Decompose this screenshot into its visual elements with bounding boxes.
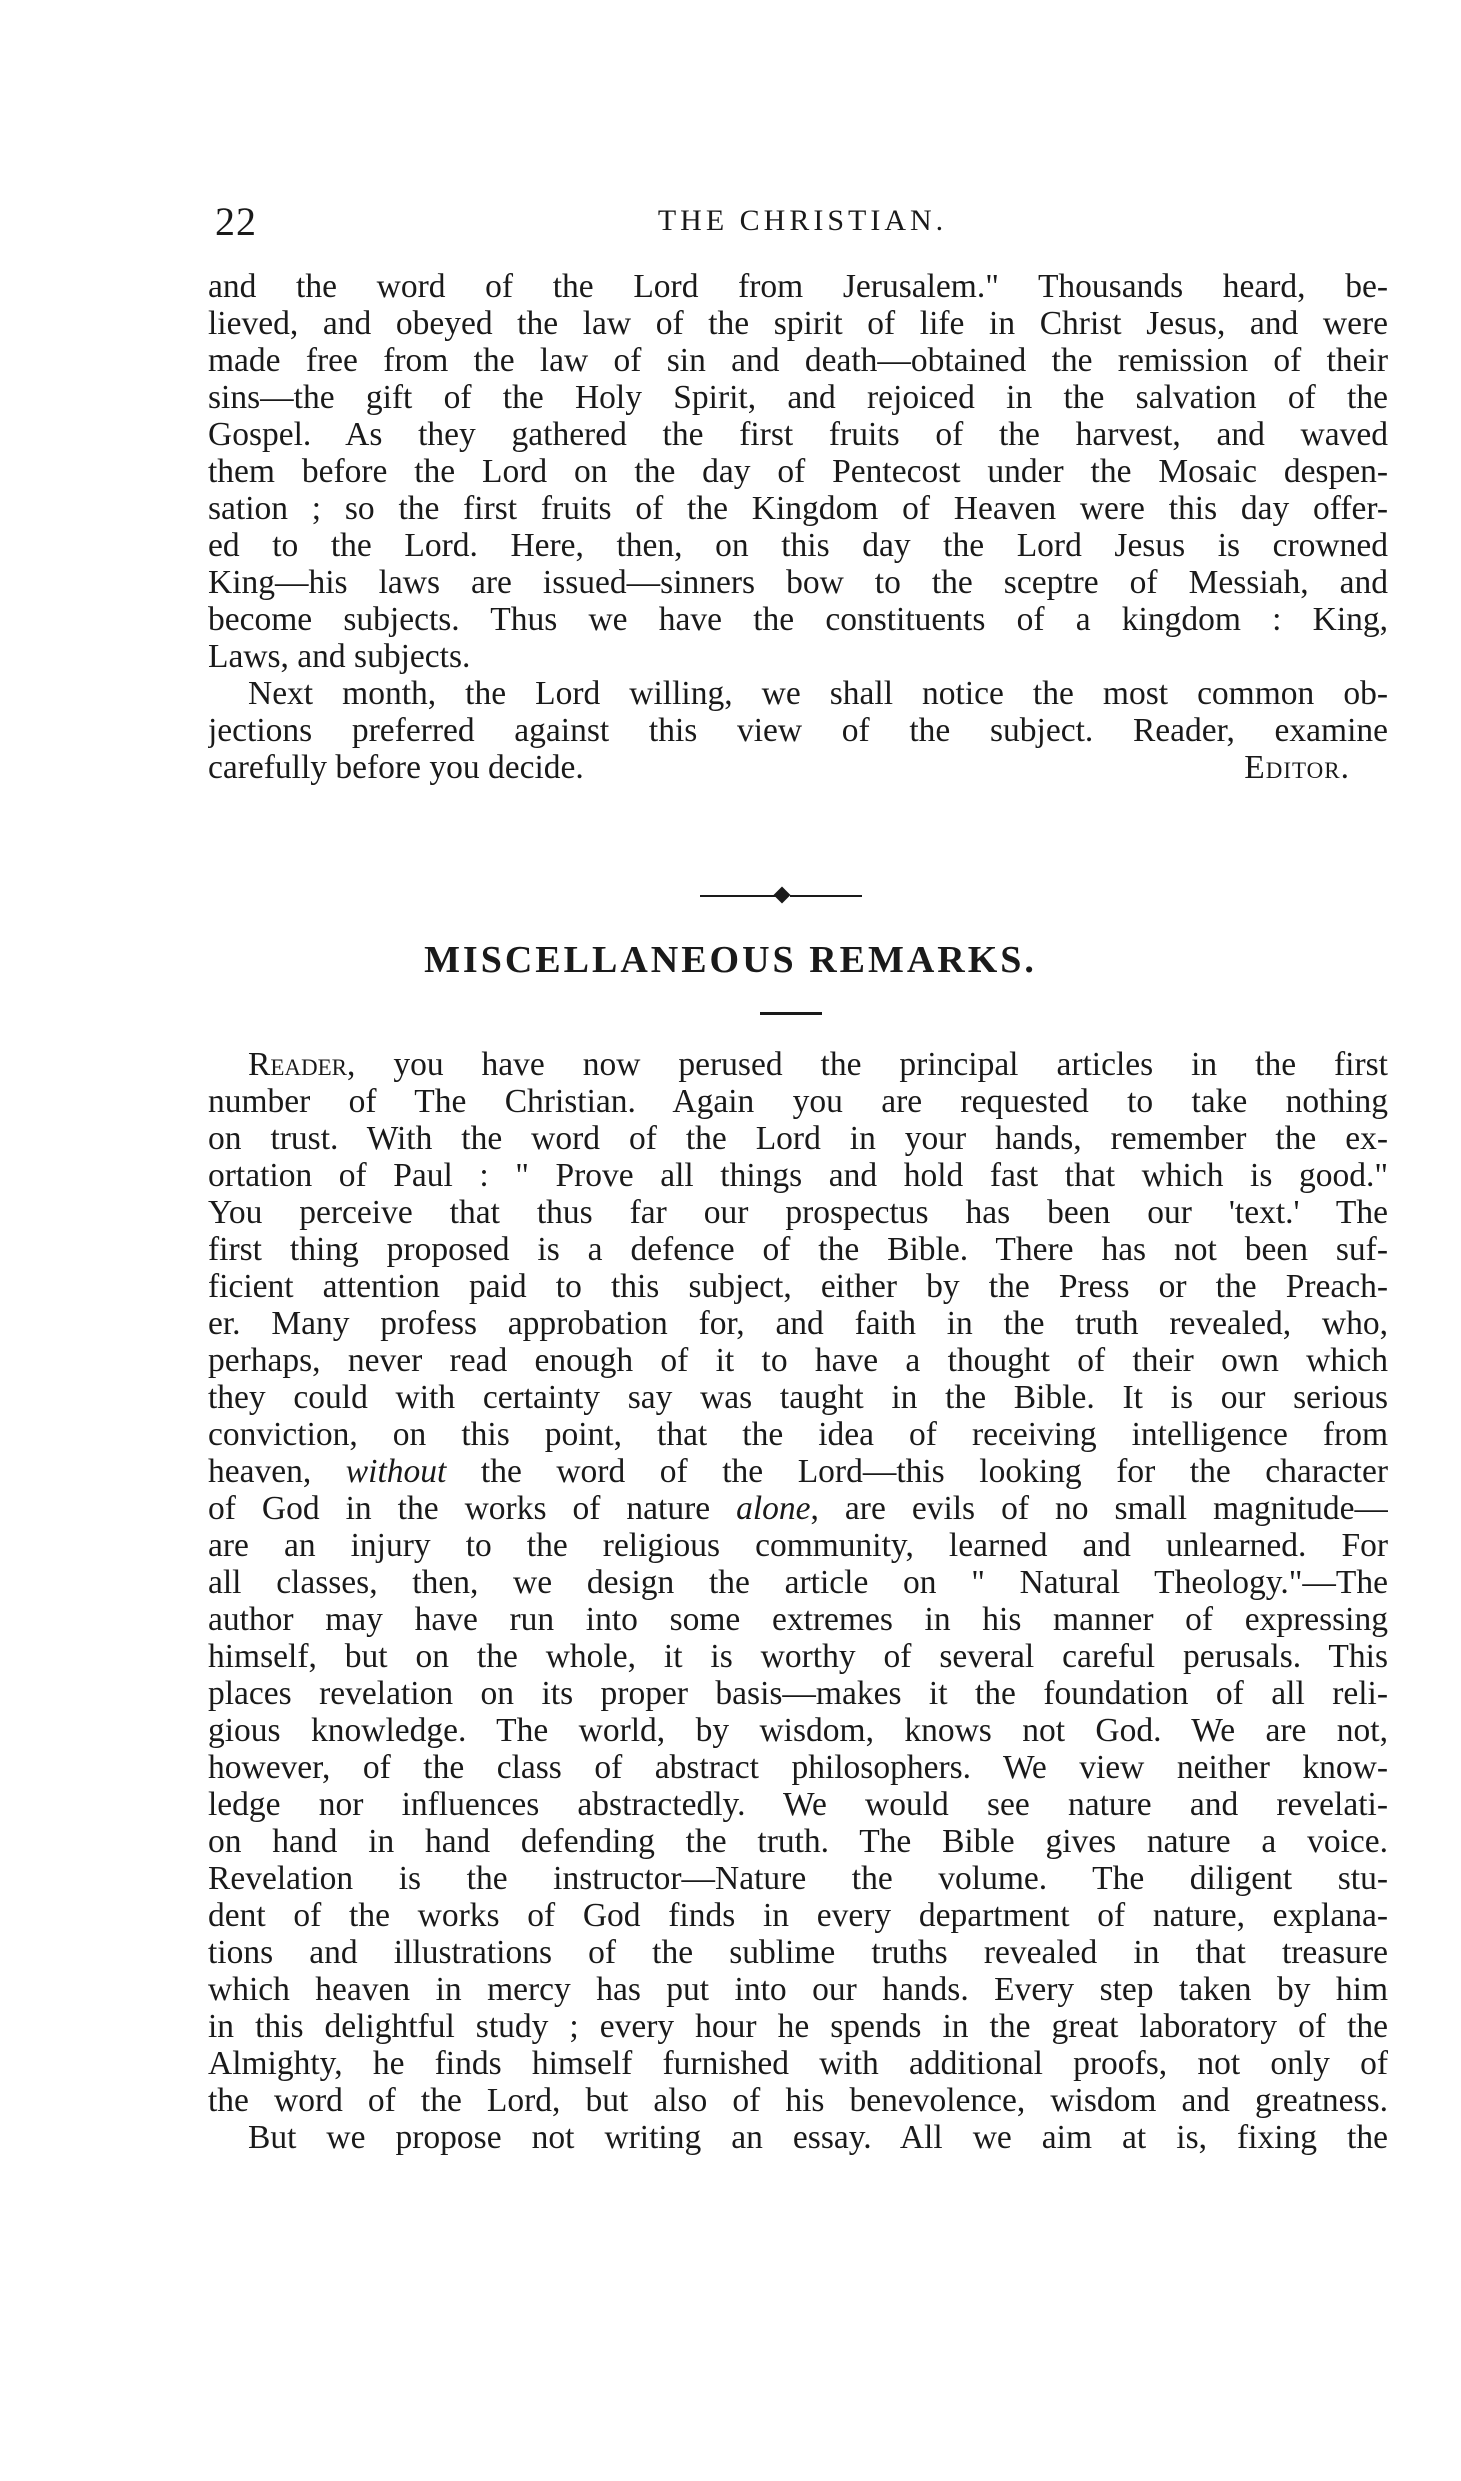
- page-number: 22: [215, 199, 257, 244]
- body-line: all classes, then, we design the article on " Natural Theology."—The: [208, 1564, 1388, 1601]
- body-line: ed to the Lord. Here, then, on this day the Lord Jesus is crowned: [208, 527, 1388, 564]
- closing-line: [208, 749, 1388, 786]
- body-line: er. Many profess approbation for, and faith in the truth revealed, who,: [208, 1305, 1388, 1342]
- body-line: ledge nor influences abstractedly. We would see nature and revelati-: [208, 1786, 1388, 1823]
- body-line: Almighty, he finds himself furnished with additional proofs, not only of: [208, 2045, 1388, 2082]
- body-line: conviction, on this point, that the idea of receiving intelligence from: [208, 1416, 1388, 1453]
- body-line: Revelation is the instructor—Nature the volume. The diligent stu-: [208, 1860, 1388, 1897]
- body-line: ficient attention paid to this subject, either by the Press or the Preach-: [208, 1268, 1388, 1305]
- body-line: author may have run into some extremes in his manner of expressing: [208, 1601, 1388, 1638]
- running-head: [215, 198, 1390, 258]
- body-line: are an injury to the religious community, learned and unlearned. For: [208, 1527, 1388, 1564]
- emphasized-word: without: [345, 1453, 447, 1490]
- body-line: number of The Christian. Again you are requested to take nothing: [208, 1083, 1388, 1120]
- body-line-text: you have now perused the principal articles in the first: [355, 1046, 1388, 1083]
- body-line: King—his laws are issued—sinners bow to the sceptre of Messiah, and: [208, 564, 1388, 601]
- article-conclusion: [208, 268, 1388, 786]
- body-line: on trust. With the word of the Lord in your hands, remember the ex-: [208, 1120, 1388, 1157]
- body-line: them before the Lord on the day of Pentecost under the Mosaic despen-: [208, 453, 1388, 490]
- divider-rule-left: [700, 895, 776, 897]
- body-line: [208, 1046, 1388, 1083]
- miscellaneous-remarks-body: [208, 1046, 1388, 2156]
- body-line: carefully before you decide.: [208, 749, 584, 786]
- editor-signature: Editor.: [1244, 749, 1350, 786]
- section-divider-ornament: [0, 886, 1461, 906]
- body-line: Gospel. As they gathered the first fruits of the harvest, and waved: [208, 416, 1388, 453]
- divider-rule-right: [790, 895, 862, 897]
- body-line: jections preferred against this view of the subject. Reader, examine: [208, 712, 1388, 749]
- body-line: of God in the works of nature alone, are evils of no small magnitude—: [208, 1490, 1388, 1527]
- body-line: heaven, without the word of the Lord—this looking for the character: [208, 1453, 1388, 1490]
- body-line: ortation of Paul : " Prove all things and hold fast that which is good.": [208, 1157, 1388, 1194]
- body-line: sation ; so the first fruits of the Kingdom of Heaven were this day offer-: [208, 490, 1388, 527]
- body-line: in this delightful study ; every hour he spends in the great laboratory of the: [208, 2008, 1388, 2045]
- body-line: on hand in hand defending the truth. The Bible gives nature a voice.: [208, 1823, 1388, 1860]
- body-line: and the word of the Lord from Jerusalem." Thousands heard, be-: [208, 268, 1388, 305]
- body-line: which heaven in mercy has put into our hands. Every step taken by him: [208, 1971, 1388, 2008]
- body-line: lieved, and obeyed the law of the spirit of life in Christ Jesus, and were: [208, 305, 1388, 342]
- body-line: sins—the gift of the Holy Spirit, and rejoiced in the salvation of the: [208, 379, 1388, 416]
- diamond-ornament-icon: [774, 887, 791, 904]
- opening-word: Reader,: [248, 1046, 356, 1083]
- emphasized-word: alone: [736, 1490, 811, 1527]
- body-line: become subjects. Thus we have the constituents of a kingdom : King,: [208, 601, 1388, 638]
- body-line: places revelation on its proper basis—makes it the foundation of all reli-: [208, 1675, 1388, 1712]
- body-line: however, of the class of abstract philosophers. We view neither know-: [208, 1749, 1388, 1786]
- body-line: Laws, and subjects.: [208, 638, 471, 675]
- body-line: perhaps, never read enough of it to have a thought of their own which: [208, 1342, 1388, 1379]
- body-line: dent of the works of God finds in every department of nature, explana-: [208, 1897, 1388, 1934]
- body-line: You perceive that thus far our prospectus has been our 'text.' The: [208, 1194, 1388, 1231]
- body-line: first thing proposed is a defence of the Bible. There has not been suf-: [208, 1231, 1388, 1268]
- body-line: Next month, the Lord willing, we shall notice the most common ob-: [248, 675, 1388, 712]
- body-line: made free from the law of sin and death—obtained the remission of their: [208, 342, 1388, 379]
- section-heading: MISCELLANEOUS REMARKS.: [424, 939, 1037, 981]
- body-line: tions and illustrations of the sublime truths revealed in that treasure: [208, 1934, 1388, 1971]
- body-line: gious knowledge. The world, by wisdom, knows not God. We are not,: [208, 1712, 1388, 1749]
- body-line: himself, but on the whole, it is worthy of several careful perusals. This: [208, 1638, 1388, 1675]
- heading-rule: [760, 1012, 822, 1015]
- body-line: But we propose not writing an essay. All we aim at is, fixing the: [248, 2119, 1388, 2156]
- running-title: THE CHRISTIAN.: [657, 204, 948, 237]
- body-line: the word of the Lord, but also of his benevolence, wisdom and greatness.: [208, 2082, 1388, 2119]
- body-line: they could with certainty say was taught in the Bible. It is our serious: [208, 1379, 1388, 1416]
